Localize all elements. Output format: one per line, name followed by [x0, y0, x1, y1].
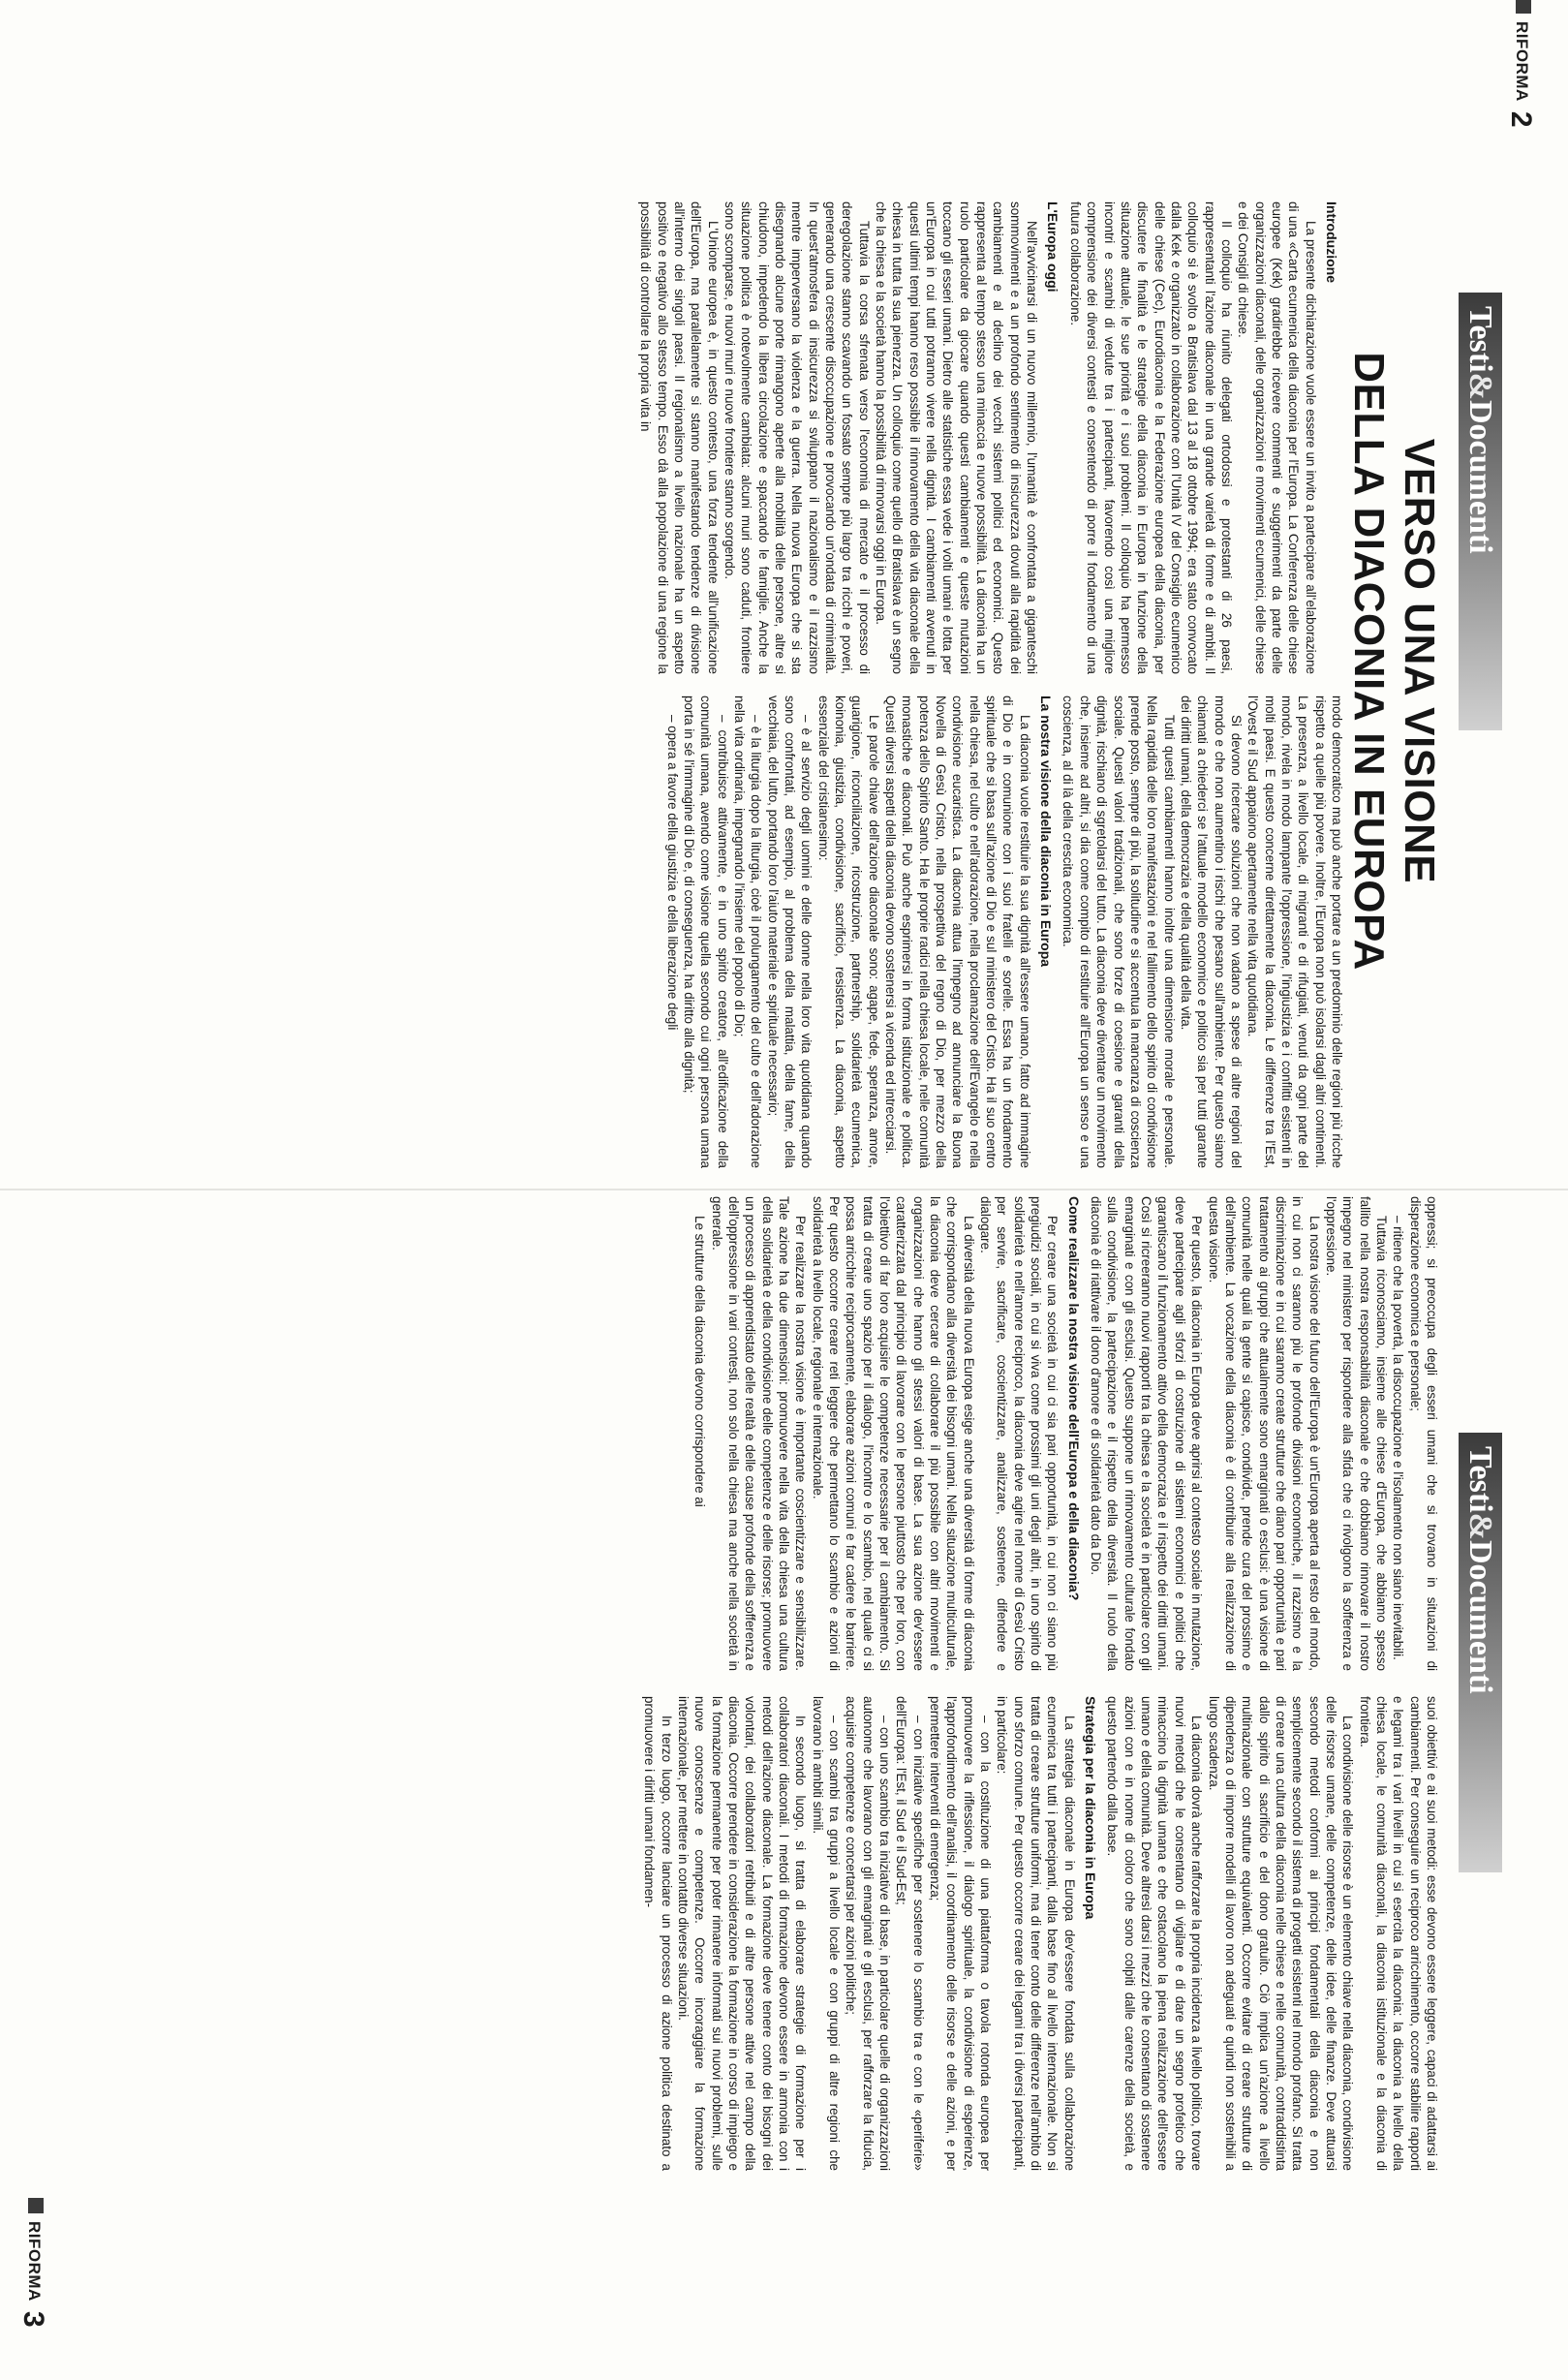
paragraph: In terzo luogo, occorre lanciare un processo di azione politica destinato a promuovere i diritti umani fondamen-	[642, 1696, 674, 2171]
paragraph: Le strutture della diaconia devono corrispondere ai	[692, 1216, 708, 1507]
running-head-square-icon	[1516, 0, 1531, 14]
right-column-1	[18, 1196, 1440, 1671]
page-number: 3	[17, 2310, 49, 2329]
paragraph: – è la liturgia dopo la liturgia, cioè il prolungamento del culto e dell'adorazione nella vita ordinaria, impegnando l'insieme del popolo di Dio;	[731, 695, 764, 1168]
heading-nostra-visione: La nostra visione della diaconia in Europa	[1038, 695, 1055, 968]
paragraph: Si devono ricercare soluzioni che non vadano a spese di altre regioni del mondo e che non aumentino i rischi che pesano sull'ambiente. Per questo siamo chiamati a chiederci se l'attuale modello economico e politico sia per tutti garante dei diritti umani, della democrazia e della qualità della vita.	[1178, 695, 1244, 1168]
right-column-2	[18, 1696, 1440, 2171]
heading-europa-oggi: L'Europa oggi	[1045, 201, 1061, 293]
article-title	[1343, 145, 1444, 1177]
paragraph: – con scambi tra gruppi a livello locale e con gruppi di altre regioni che lavorano in ambiti simili.	[810, 1696, 842, 2171]
section-band	[1459, 1433, 1502, 1872]
paragraph: Nell'avvicinarsi di un nuovo millennio, l'umanità è confrontata a giganteschi sommovimenti e a un profondo sentimento di insicurezza dovuti alla rapidità dei cambiamenti e al declino dei vecchi sistemi politici ed economici. Questo rappresenta al tempo stesso una minaccia e nuove possibilità. La diaconia ha un ruolo particolare da giocare quando questi cambiamenti e queste mutazioni toccano gli esseri umani. Dietro alle statistiche essa vede i volti umani e lotta per un'Europa in cui tutti potranno vivere nella dignità. I cambiamenti avvenuti in questi ultimi tempi hanno reso possibile il rinnovamento della vita diaconale della chiesa in tutta la sua pienezza. Un colloquio come quello di Bratislava è un segno che la chiesa e la società hanno la possibilità di rinnovarsi oggi in Europa.	[874, 201, 1040, 674]
paragraph: suoi obiettivi e ai suoi metodi: esse devono essere leggere, capaci di adattarsi ai cambiamenti. Per conseguire un reciproco arricchimento, occorre stabilire rapporti e legami tra i vari livelli in cui si esercita la diaconia: la diaconia a livello della chiesa locale, le comunità diaconali, la diaconia istituzionale e la diaconia di frontiera.	[1357, 1696, 1439, 2171]
paragraph: Per questo, la diaconia in Europa deve aprirsi al contesto sociale in mutazione, deve partecipare agli sforzi di costruzione di sistemi economici e politici che garantiscano il funzionamento attivo della democrazia e il rispetto dei diritti umani. Così si ricreeranno nuovi rapporti tra la chiesa e la società e in particolare con gli emarginati e con gli esclusi. Questo suppone un rinnovamento culturale fondato sulla condivisione, la partecipazione e il rispetto della diversità. Il ruolo della diaconia è di riattivare il dono d'amore e di solidarietà dato da Dio.	[1089, 1196, 1205, 1671]
heading-strategia: Strategia per la diaconia in Europa	[1083, 1696, 1099, 1920]
paragraph: La presente dichiarazione vuole essere un invito a partecipare all'elaborazione di una «Carta ecumenica della diaconia per l'Europa. La Conferenza delle chiese europee (Kek) gradirebbe ricevere commenti e suggerimenti da parte delle organizzazioni diaconali, delle organizzazioni e movimenti ecumenici, delle chiese e dei Consigli di chiese.	[1236, 201, 1318, 674]
paragraph: La condivisione delle risorse è un elemento chiave nella diaconia, condivisione delle risorse umane, delle competenze, delle idee, delle finanze. Deve attuarsi secondo metodi conformi ai principi fondamentali della diaconia e non semplicemente secondo il sistema di progetti esistenti nel mondo profano. Si tratta di creare una cultura della diaconia nelle chiese e nelle comunità, contraddistinta dallo spirito di sacrificio e del dono gratuito. Ciò implica un'azione a livello multinazionale con strutture equivalenti. Occorre evitare di creare strutture di dipendenza o di imporre modelli di lavoro non adeguati e quindi non sostenibili a lungo scadenza.	[1206, 1696, 1356, 2171]
title-line-2: DELLA DIACONIA IN EUROPA	[1345, 352, 1393, 971]
paragraph: – ritiene che la povertà, la disoccupazione e l'isolamento non siano inevitabili.	[1391, 1216, 1406, 1660]
running-head: RIFORMA	[1513, 21, 1531, 102]
heading-introduzione: Introduzione	[1324, 201, 1339, 283]
paragraph: In secondo luogo, si tratta di elaborare strategie di formazione per i collaboratori diaconali. I metodi di formazione devono essere in armonia con i metodi dell'azione diaconale. La formazione deve tenere conto dei bisogni dei volontari, dei collaboratori retribuiti e di altre persone attive nel campo della diaconia. Occorre prendere in considerazione la formazione in corso di impiego e la formazione permanente per poter rimanere informati sui nuovi problemi, sulle nuove conoscenze e competenze. Occorre incoraggiare la formazione internazionale, per mettere in contatto diverse situazioni.	[675, 1696, 809, 2171]
section-band	[1459, 293, 1502, 730]
paragraph: – opera a favore della giustizia e della liberazione degli	[664, 715, 680, 1031]
left-page	[0, 0, 1568, 1189]
paragraph: – con uno scambio tra iniziative di base, in particolare quelle di organizzazioni autonome che lavorano con gli emarginati e gli esclusi, per rafforzare la fiducia, acquisire competenze e concertarsi per azioni politiche;	[844, 1696, 892, 2171]
paragraph: Tuttavia riconosciamo, insieme alle chiese d'Europa, che abbiamo spesso fallito nella nostra responsabilità diaconale e che dobbiamo rinnovare il nostro impegno nel ministero per rispondere alla sfida che ci rivolgono la sofferenza e l'oppressione.	[1323, 1196, 1389, 1671]
paragraph: Il colloquio ha riunito delegati ortodossi e protestanti di 26 paesi, rappresentanti l'azione diaconale in una grande varietà di forme e di ambiti. Il colloquio si è svolto a Bratislava dal 13 al 18 ottobre 1994; era stato convocato dalla Kek e organizzato in collaborazione con l'Unità IV del Consiglio ecumenico delle chiese (Cec), Eurodiaconia e la Federazione europea della diaconia, per discutere le finalità e le strategie della diaconia in Europa in funzione della situazione attuale, le sue priorità e i suoi problemi. Il colloquio ha permesso incontri e scambi di vedute tra i partecipanti, favorendo così una migliore comprensione dei diversi contesti e consentendo di porre il fondamento di una futura collaborazione.	[1067, 201, 1234, 674]
left-column-2	[18, 695, 1345, 1168]
paragraph: L'Unione europea è, in questo contesto, una forza tendente all'unificazione dell'Europa, ma parallelamente si stanno manifestando tendenze di divisione all'interno dei singoli paesi. Il regionalismo a livello nazionale ha un aspetto positivo e negativo allo stesso tempo. Esso dà alla popolazione di una regione la possibilità di controllare la propria vita in	[638, 201, 721, 674]
page-number: 2	[1505, 110, 1537, 129]
paragraph: La diaconia vuole restituire la sua dignità all'essere umano, fatto ad immagine di Dio e in comunione con i suoi fratelli e sorelle. Essa ha un fondamento spirituale che si basa sull'azione di Dio e sul ministero del Cristo. Ha il suo centro nella chiesa, nel culto e nell'adorazione, nella proclamazione dell'Evangelo e nella condivisione eucaristica. La diaconia attua l'impegno ad annunciare la Buona Novella di Gesù Cristo, nella prospettiva del regno di Dio, per mezzo della potenza dello Spirito Santo. Ha le proprie radici nella chiesa locale, nelle comunità monastiche e diaconali. Può anche esprimersi in forma istituzionale e politica. Questi diversi aspetti della diaconia devono sostenersi a vicenda ed intrecciarsi.	[883, 695, 1032, 1168]
running-head: RIFORMA	[25, 2221, 44, 2302]
left-column-1	[18, 201, 1345, 674]
paragraph: – contribuisce attivamente, e in uno spirito creatore, all'edificazione della comunità umana, avendo come visione quella secondo cui ogni persona umana porta in sé l'immagine di Dio e, di conseguenza, ha diritto alla dignità;	[681, 695, 730, 1168]
paragraph: La strategia diaconale in Europa dev'essere fondata sulla collaborazione ecumenica tra tutti i partecipanti, dalla base fino al livello internazionale. Non si tratta di creare strutture uniformi, ma di tener conto delle differenze nell'ambito di uno sforzo comune. Per questo occorre creare dei legami tra i diversi partecipanti, in particolare:	[995, 1696, 1077, 2171]
band-word-1: Testi	[1462, 1446, 1498, 1513]
right-page-folio	[16, 2198, 49, 2328]
paragraph: La diaconia dovrà anche rafforzare la propria incidenza a livello politico, trovare nuovi metodi che le consentano di vigilare e di dare un segno profetico che minaccino la dignità umana e che ostacolano la piena realizzazione dell'essere umano e della comunità. Deve altresì darsi i mezzi che le consentano di sostenere azioni con e in nome di coloro che sono colpiti dalle carenze della società, e questo partendo dalla base.	[1105, 1696, 1205, 2171]
band-word-2: Documenti	[1462, 399, 1498, 554]
paragraph: – con la costituzione di una piattaforma o tavola rotonda europea per promuovere la riflessione, il dialogo spirituale, la condivisione di esperienze, l'approfondimento dell'analisi, il coordinamento delle risorse e delle azioni, e per permettere interventi di emergenza;	[928, 1696, 994, 2171]
paragraph: Le parole chiave dell'azione diaconale sono: agape, fede, speranza, amore, guarigione, riconciliazione, ricostruzione, partnership, solidarietà ecumenica, koinonia, giustizia, condivisione, sacrificio, resistenza. La diaconia, aspetto essenziale del cristianesimo:	[815, 695, 881, 1168]
paragraph: Per realizzare la nostra visione è importante coscientizzare e sensibilizzare. Tale azione ha due dimensioni: promuovere nella vita della chiesa una cultura della solidarietà e della condivisione delle competenze e delle risorse; promuovere un processo di apprendistato delle realtà e delle cause profonde della sofferenza e dell'oppressione in vari contesti, non solo nella chiesa ma anche nella società in generale.	[709, 1196, 809, 1671]
paragraph: La diversità della nuova Europa esige anche una diversità di forme di diaconia che corrispondano alla diversità dei bisogni umani. Nella situazione multiculturale, la diaconia deve cercare di collaborare il più possibile con altri movimenti e organizzazioni che hanno gli stessi valori di base. La sua azione dev'essere caratterizzata dal principio di lavorare con le persone piuttosto che per loro, con l'obiettivo di far loro acquisire le competenze necessarie per il cambiamento. Si tratta di creare uno spazio per il dialogo, l'incontro e lo scambio, nel quale ci si possa arricchire reciprocamente, elaborare azioni comuni e far cadere le barriere. Per questo occorre creare reti leggere che permettano lo scambio e azioni di solidarietà a livello locale, regionale e internazionale.	[810, 1196, 976, 1671]
right-page	[0, 1190, 1568, 2380]
heading-come-realizzare: Come realizzare la nostra visione dell'Europa e della diaconia?	[1065, 1196, 1082, 1601]
running-head-square-icon	[28, 2198, 44, 2213]
paragraph: Tuttavia la corsa sfrenata verso l'economia di mercato e il processo di deregolazione stanno scavando un fossato sempre più largo tra ricchi e poveri, generando una crescente disoccupazione e provocando un'ondata di criminalità. In quest'atmosfera di insicurezza si sviluppano il nazionalismo e il razzismo mentre imperversano la violenza e la guerra. Nella nuova Europa che si sta disegnando alcune porte rimangono aperte alla mobilità delle persone, altre si chiudono, impedendo la libera circolazione e spaccando le famiglie. Anche la situazione politica è notevolmente cambiata: alcuni muri sono caduti, frontiere sono scomparse, e nuovi muri e nuove frontiere stanno sorgendo.	[722, 201, 872, 674]
title-line-1: VERSO UNA VISIONE	[1396, 438, 1443, 884]
left-page-folio	[1504, 0, 1537, 128]
paragraph: La nostra visione del futuro dell'Europa è un'Europa aperta al resto del mondo, in cui non ci saranno più le profonde divisioni economiche, il razzismo e la discriminazione e in cui saranno create strutture che diano pari opportunità e pari trattamento ai gruppi che attualmente sono emarginati o esclusi: è una visione di comunità nelle quali la gente si capisce, condivide, prende cura del prossimo e dell'ambiente. La vocazione della diaconia è di contribuire alla realizzazione di questa visione.	[1206, 1196, 1322, 1671]
paragraph: Per creare una società in cui ci sia pari opportunità, in cui non ci siano più pregiudizi sociali, in cui si viva come prossimi gli uni degli altri, in uno spirito di solidarietà e nell'amore reciproco, la diaconia deve agire nel nome di Gesù Cristo per servire, sacrificare, coscientizzare, analizzare, sostenere, difendere e dialogare.	[978, 1196, 1061, 1671]
band-ampersand: &	[1462, 372, 1498, 400]
paragraph: modo democratico ma può anche portare a un predominio delle regioni più ricche rispetto a quelle più povere. Inoltre, l'Europa non può isolarsi dagli altri continenti. La presenza, a livello locale, di migranti e di rifugiati, venuti da ogni parte del mondo, rivela in modo lampante l'oppressione, l'ingiustizia e i conflitti esistenti in molti paesi. E questo concerne direttamente la diaconia. Le differenze tra l'Est, l'Ovest e il Sud appaiono apertamente nella vita quotidiana.	[1245, 695, 1344, 1168]
paragraph: oppressi; si preoccupa degli esseri umani che si trovano in situazioni di disperazione economica e personale;	[1407, 1196, 1439, 1671]
band-ampersand: &	[1462, 1512, 1498, 1540]
band-word-2: Documenti	[1462, 1539, 1498, 1694]
paragraph: – è al servizio degli uomini e delle donne nella loro vita quotidiana quando sono confrontati, ad esempio, al problema della malattia, della fame, della vecchiaia, del lutto, portando loro l'aiuto materiale e spirituale necessario;	[765, 695, 815, 1168]
band-word-1: Testi	[1462, 306, 1498, 373]
paragraph: Tutti questi cambiamenti hanno inoltre una dimensione morale e personale. Nella rapidità delle loro manifestazioni e nel fallimento dello spirito di condivisione prende posto, sempre di più, la solitudine e si accentua la mancanza di coscienza sociale. Questi valori tradizionali, che sono forze di coesione e garanti della dignità, rischiano di sgretolarsi del tutto. La diaconia deve diventare un movimento che, insieme ad altri, si dia come compito di restituire all'Europa un senso e una coscienza, al di là della crescita economica.	[1061, 695, 1177, 1168]
paragraph: – con iniziative specifiche per sostenere lo scambio tra e con le «periferie» dell'Europa: l'Est, il Sud e il Sud-Est;	[894, 1696, 926, 2171]
